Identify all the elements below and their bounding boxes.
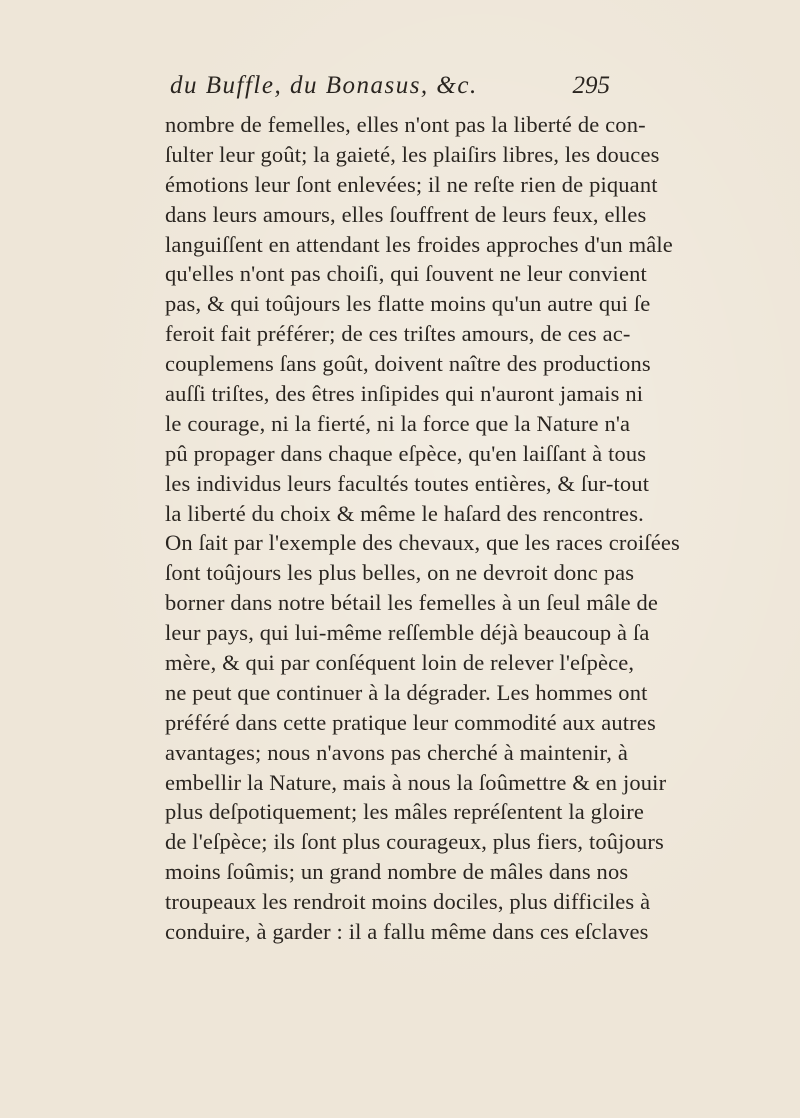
text-line: languiſſent en attendant les froides approches d'un mâle: [165, 231, 673, 257]
running-head: [170, 72, 610, 106]
text-line: de l'eſpèce; ils ſont plus courageux, plus fiers, toûjours: [165, 829, 664, 855]
text-line: embellir la Nature, mais à nous la ſoûmettre & en jouir: [165, 769, 667, 795]
text-line: le courage, ni la fierté, ni la force que la Nature n'a: [165, 410, 631, 436]
text-line: troupeaux les rendroit moins dociles, plus difficiles à: [165, 889, 651, 915]
text-line: nombre de femelles, elles n'ont pas la liberté de con-: [165, 112, 646, 137]
text-line: auſſi triſtes, des êtres inſipides qui n'auront jamais ni: [165, 381, 644, 407]
text-line: conduire, à garder : il a fallu même dans ces eſclaves: [165, 919, 649, 945]
text-line: borner dans notre bétail les femelles à un ſeul mâle de: [165, 590, 659, 616]
text-line: émotions leur ſont enlevées; il ne reſte rien de piquant: [165, 171, 658, 197]
text-line: leur pays, qui lui-même reſſemble déjà beaucoup à ſa: [165, 620, 650, 646]
page-number: 295: [572, 72, 610, 99]
text-line: la liberté du choix & même le haſard des rencontres.: [165, 500, 644, 526]
text-line: préféré dans cette pratique leur commodité aux autres: [165, 709, 656, 735]
text-line: pas, & qui toûjours les flatte moins qu'un autre qui ſe: [165, 291, 651, 317]
text-line: moins ſoûmis; un grand nombre de mâles dans nos: [165, 859, 629, 885]
text-line: feroit fait préférer; de ces triſtes amours, de ces ac-: [165, 321, 631, 347]
text-line: ne peut que continuer à la dégrader. Les hommes ont: [165, 679, 648, 705]
text-line: les individus leurs facultés toutes entières, & ſur-tout: [165, 470, 650, 496]
text-line: plus deſpotiquement; les mâles repréſentent la gloire: [165, 799, 645, 825]
text-line: On ſait par l'exemple des chevaux, que les races croiſées: [165, 530, 680, 556]
text-line: ſulter leur goût; la gaieté, les plaiſirs libres, les douces: [165, 141, 660, 167]
text-line: dans leurs amours, elles ſouffrent de leurs feux, elles: [165, 201, 647, 227]
text-line: avantages; nous n'avons pas cherché à maintenir, à: [165, 739, 628, 765]
text-line: ſont toûjours les plus belles, on ne devroit donc pas: [165, 560, 635, 586]
text-line: qu'elles n'ont pas choiſi, qui ſouvent ne leur convient: [165, 261, 647, 287]
running-title: du Buffle, du Bonasus, &c.: [170, 72, 478, 99]
text-line: mère, & qui par conſéquent loin de relever l'eſpèce,: [165, 650, 635, 676]
text-line: pû propager dans chaque eſpèce, qu'en laiſſant à tous: [165, 440, 647, 466]
body-text: [165, 110, 680, 947]
text-line: couplemens ſans goût, doivent naître des productions: [165, 351, 651, 377]
